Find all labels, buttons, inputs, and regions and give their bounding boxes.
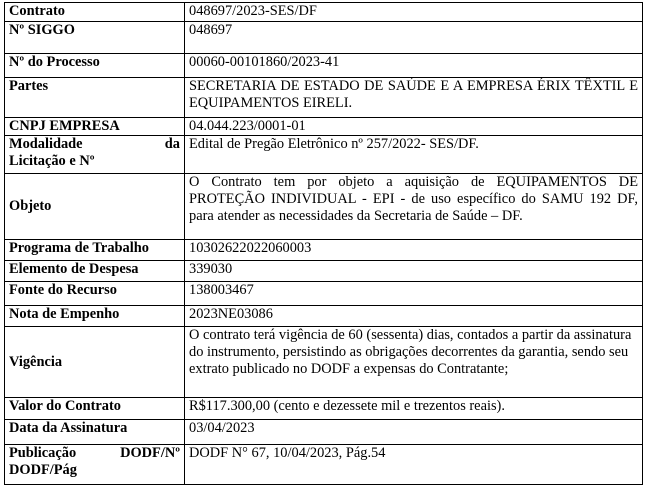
row-value: 339030 <box>185 261 643 282</box>
table-row <box>5 445 643 485</box>
row-label: Programa de Trabalho <box>5 240 185 261</box>
row-value: O contrato terá vigência de 60 (sessenta) dias, contados a partir da assinatura do instrumento, persistindo as obrigações decorrentes da garantia, sendo seu extrato publicado no DODF a expensas do Contratante; <box>185 327 643 398</box>
row-label <box>5 445 185 485</box>
row-label: Vigência <box>5 327 185 398</box>
row-label: Objeto <box>5 174 185 240</box>
row-value: O Contrato tem por objeto a aquisição de EQUIPAMENTOS DE PROTEÇÃO INDIVIDUAL - EPI - de uso específico do SAMU 192 DF, para atender as necessidades da Secretaria de Saúde – DF. <box>185 174 643 240</box>
row-label: Data da Assinatura <box>5 420 185 445</box>
row-value: 04.044.223/0001-01 <box>185 118 643 136</box>
row-label: CNPJ EMPRESA <box>5 118 185 136</box>
table-row <box>5 261 643 282</box>
row-value: R$117.300,00 (cento e dezessete mil e trezentos reais). <box>185 398 643 420</box>
row-value: SECRETARIA DE ESTADO DE SAÚDE E A EMPRESA ÉRIX TÊXTIL E EQUIPAMENTOS EIRELI. <box>185 78 643 118</box>
row-label-part: Publicação <box>9 445 77 461</box>
row-value: DODF N° 67, 10/04/2023, Pág.54 <box>185 445 643 485</box>
row-label: Nota de Empenho <box>5 306 185 327</box>
row-value: 2023NE03086 <box>185 306 643 327</box>
row-label-part: Modalidade <box>9 136 83 152</box>
table-row <box>5 136 643 174</box>
table-row <box>5 282 643 306</box>
row-value: Edital de Pregão Eletrônico nº 257/2022- SES/DF. <box>185 136 643 174</box>
row-value: 138003467 <box>185 282 643 306</box>
row-value: 10302622022060003 <box>185 240 643 261</box>
table-row <box>5 54 643 78</box>
row-value: 048697/2023-SES/DF <box>185 3 643 22</box>
row-label: Partes <box>5 78 185 118</box>
row-value: 00060-00101860/2023-41 <box>185 54 643 78</box>
row-label <box>5 136 185 174</box>
table-row <box>5 22 643 54</box>
contract-summary-table <box>4 2 643 485</box>
table-row <box>5 327 643 398</box>
row-label: Nº SIGGO <box>5 22 185 54</box>
row-label: Fonte do Recurso <box>5 282 185 306</box>
row-label-part: Licitação e Nº <box>9 153 95 169</box>
row-label: Valor do Contrato <box>5 398 185 420</box>
table-row <box>5 306 643 327</box>
table-row <box>5 398 643 420</box>
row-label: Elemento de Despesa <box>5 261 185 282</box>
row-label: Nº do Processo <box>5 54 185 78</box>
row-label-part: DODF/Pág <box>9 462 77 478</box>
table-row <box>5 118 643 136</box>
table-row <box>5 174 643 240</box>
row-value: 03/04/2023 <box>185 420 643 445</box>
row-label-part: da <box>164 136 180 152</box>
table-row <box>5 420 643 445</box>
row-label: Contrato <box>5 3 185 22</box>
table-row <box>5 240 643 261</box>
row-value: 048697 <box>185 22 643 54</box>
row-label-part: DODF/Nº <box>120 445 180 461</box>
table-row <box>5 78 643 118</box>
table-row <box>5 3 643 22</box>
